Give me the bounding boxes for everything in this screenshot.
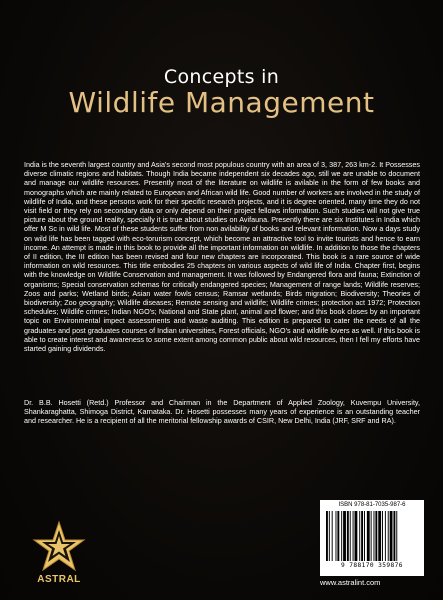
publisher-website: www.astralint.com — [320, 578, 381, 587]
isbn-text: ISBN 978-81-7035-987-6 — [338, 502, 406, 508]
barcode-digits: 9 788170 359876 — [341, 562, 403, 569]
star-logo-icon — [30, 520, 88, 576]
title-line-2: Wildlife Management — [68, 86, 375, 119]
barcode-bars — [326, 511, 418, 561]
title-line-1: Concepts in — [163, 66, 280, 88]
barcode-panel — [320, 500, 424, 576]
publisher-logo — [30, 520, 88, 590]
publisher-name: ASTRAL — [37, 574, 81, 585]
author-bio: Dr. B.B. Hosetti (Retd.) Professor and Chairman in the Department of Applied Zoology, Kuvempu University, Shankaraghatta, Shimoga District, Karnataka. Dr. Hosetti possesses many years of experience is an outstanding teacher and researcher. He is a recipient of all the meritorial fellowship awards of CSIR, New Delhi, India (JRF, SRF and RA). — [24, 398, 420, 426]
book-description: India is the seventh largest country and Asia's second most populous country with an area of 3, 387, 263 km-2. It Possesses diverse climatic regions and habitats. Though India became independent six decades ago, still we are unable to document and manage our wildlife resources. Presently most of the literature on wildlife is avilable in the form of few books and monographs which are mainly related to European and African wild life. Good number of workers are involved in the study of wildlife of India, and these persons work for their specific research projects, and it is degree oriented, many time they do not visit field or they rely on secondary data or only depend on their project fellows information. Such studies will not give true picture about the ground reality, specially it is true about studies on Avifauna. Presently there are six Institutes in India which offer M Sc in wild life. Most of these students suffer from non avilability of books and relevant information. Now a days study on wild life has been tagged with eco-torurism concept, which become an attractive tool to invite tourists and hence to earn income. An attempt is made in this book to provide all the important information on wildlife. In addition to those the chapters of II edition, the III edition has been revised and four new chapters are incorporated. This book is a rare source of wide information on wild resources. This title embodies 25 chapters on various aspects of wild life of India. Chapter first, begins with the knowledge on Wildlife Conservation and management. It was followed by Endangered flora and fauna; Extinction of organisms; Special conservation schemas for critically endangered species; Management of range lands; Wildlife reserves; Zoos and parks; Wetland birds; Asian water fowls census; Ramsar wetlands; Birds migration; Biodiversity; Theories of biodiversity; Zoo geography; Wildlife diseases; Remote sensing and wildlife; Wildlife crimes; protection act 1972; Protection schedules; Wildlife crimes; Indian NGO's; National and State plant, animal and flower; and this book closes by an important topic on Environmental impect assessments and waste auditing. This edition is prepared to cater the needs of all the graduates and post graduates courses of Indian universities, Forest officials, NGO's and wildlife lovers as well. If this book is able to create interest and awareness to some extent among common public about wild resources, then I fell my efforts have started gaining dividends. — [24, 160, 420, 354]
